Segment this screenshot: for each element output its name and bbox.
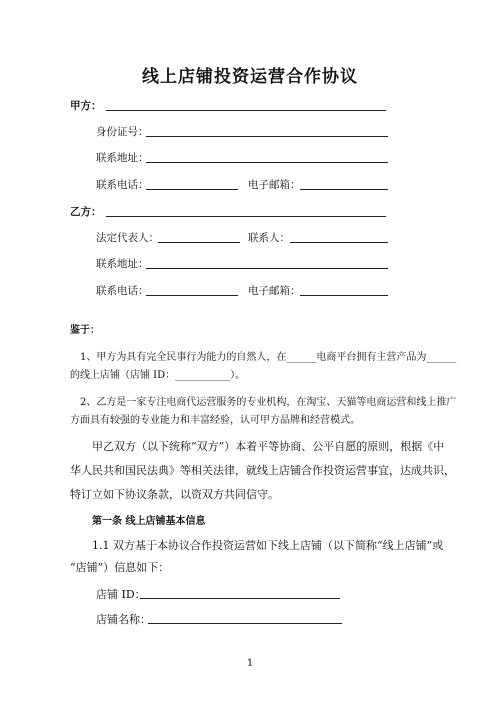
party-a-address-label: 联系地址： <box>96 152 149 164</box>
party-b-phone-line <box>146 295 238 296</box>
preamble-line2: 华人民共和国民法典》等相关法律，就线上店铺合作投资运营事宜，达成共识， <box>70 464 455 477</box>
party-b-address-line <box>146 268 388 269</box>
party-a-id-label: 身份证号： <box>96 126 149 138</box>
party-b-address-label: 联系地址： <box>96 258 149 270</box>
whereas-label: 鉴于： <box>70 325 100 336</box>
party-b-label: 乙方： <box>70 206 102 218</box>
store-id-line <box>140 598 340 599</box>
preamble-line3: 特订立如下协议条款，以资双方共同信守。 <box>70 488 279 501</box>
party-a-email-line <box>300 189 388 190</box>
article1-heading: 第一条 线上店铺基本信息 <box>92 516 206 527</box>
party-b-contact-line <box>290 242 388 243</box>
store-name-line <box>148 623 342 624</box>
party-b-email-label: 电子邮箱： <box>248 285 301 297</box>
store-name-label: 店铺名称： <box>96 613 151 626</box>
article1-clause-line1: 1.1 双方基于本协议合作投资运营如下线上店铺（以下简称“线上店铺”或 <box>92 539 444 552</box>
party-b-legal-rep-line <box>158 242 240 243</box>
party-a-name-line <box>106 110 386 111</box>
party-a-email-label: 电子邮箱： <box>248 179 301 191</box>
party-b-contact-label: 联系人： <box>248 232 290 244</box>
party-b-phone-label: 联系电话： <box>96 285 149 297</box>
party-a-phone-label: 联系电话： <box>96 179 149 191</box>
party-a-id-line <box>146 136 388 137</box>
party-a-label: 甲方： <box>70 100 102 112</box>
party-a-phone-line <box>146 189 238 190</box>
article1-clause-line2: “店铺”）信息如下： <box>70 561 170 574</box>
whereas-item1-line1: 1、甲方为具有完全民事行为能力的自然人，在______电商平台拥有主营产品为______ <box>80 352 457 363</box>
store-id-label: 店铺 ID： <box>96 588 146 601</box>
page-title: 线上店铺投资运营合作协议 <box>142 67 358 87</box>
whereas-item1-line2: 的线上店铺（店铺 ID：___________）。 <box>70 370 246 381</box>
preamble-line1: 甲乙双方（以下统称“双方”）本着平等协商、公平自愿的原则，根据《中 <box>92 440 445 453</box>
whereas-item2-line2: 方面具有较强的专业能力和丰富经验，认可甲方品牌和经营模式。 <box>70 415 360 426</box>
party-b-email-line <box>300 295 388 296</box>
party-b-name-line <box>106 216 386 217</box>
party-b-legal-rep-label: 法定代表人： <box>96 232 159 244</box>
party-a-address-line <box>146 162 388 163</box>
page-number: 1 <box>246 658 254 669</box>
whereas-item2-line1: 2、乙方是一家专注电商代运营服务的专业机构，在淘宝、天猫等电商运营和线上推广 <box>80 397 457 408</box>
